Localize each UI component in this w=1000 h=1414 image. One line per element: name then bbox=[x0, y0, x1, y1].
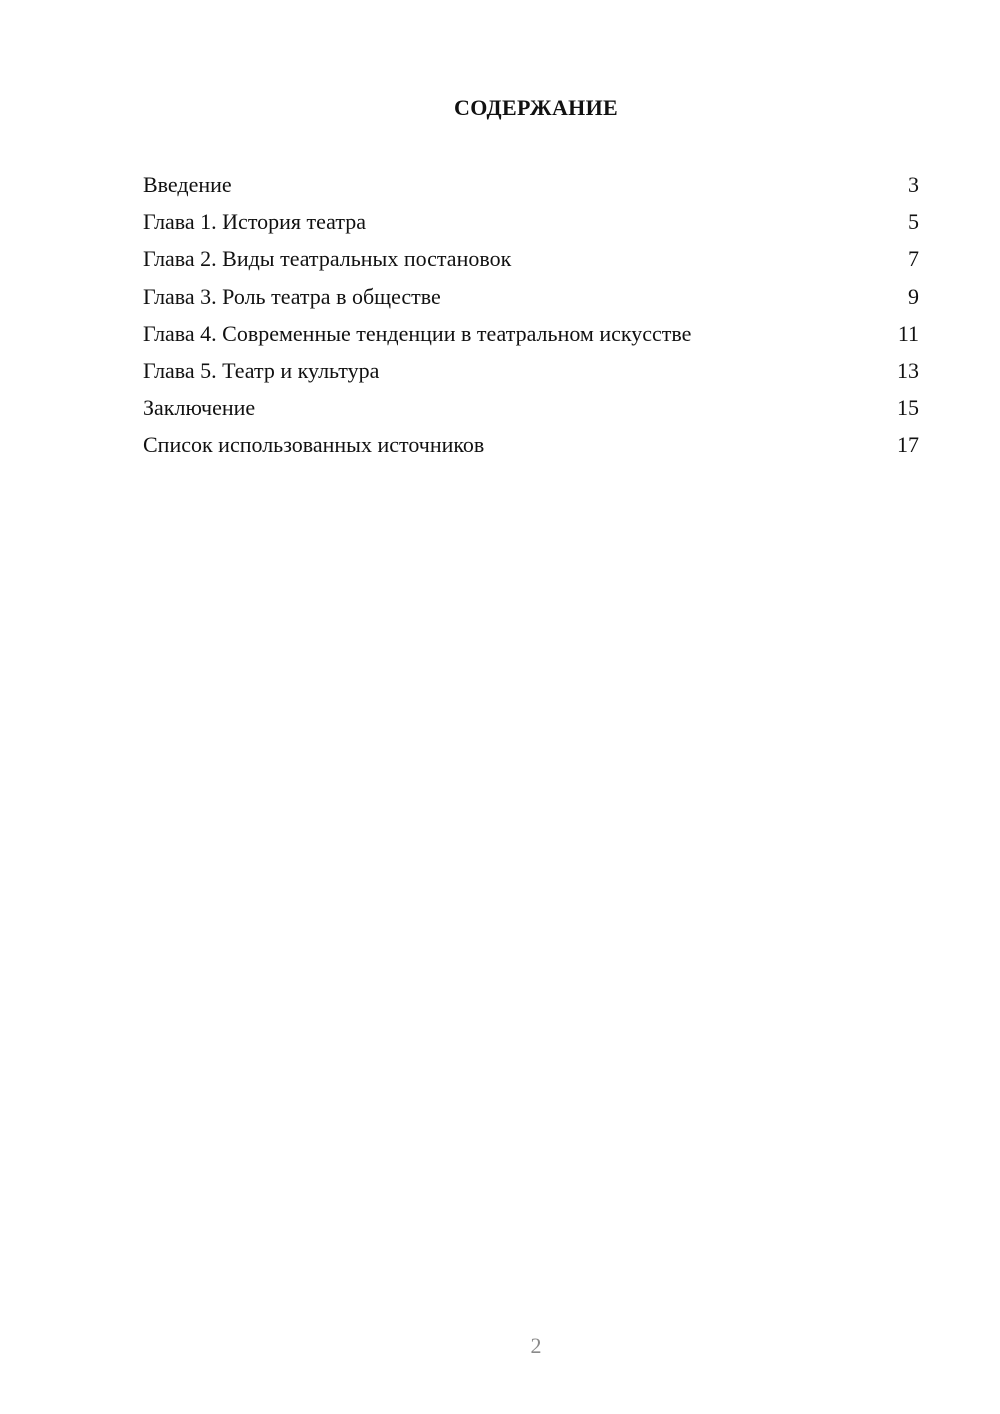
toc-entry-page: 15 bbox=[897, 395, 919, 421]
toc-entry bbox=[143, 244, 919, 281]
toc-entry-page: 3 bbox=[908, 172, 919, 197]
toc-entry-page: 13 bbox=[897, 357, 919, 383]
toc-entry-label: Глава 3. Роль театра в обществе bbox=[143, 283, 441, 309]
toc-entry-label: Глава 5. Театр и культура bbox=[143, 357, 380, 383]
toc-entry-label: Список использованных источников bbox=[143, 432, 485, 458]
toc-entry-label: Глава 4. Современные тенденции в театральном искусстве bbox=[143, 320, 692, 346]
toc-entry bbox=[143, 356, 919, 393]
toc-entry bbox=[143, 170, 919, 207]
toc-entry-page: 17 bbox=[897, 432, 919, 458]
toc-entry-page: 5 bbox=[908, 209, 919, 235]
toc-entry-page: 11 bbox=[897, 320, 919, 346]
toc-entry-page: 7 bbox=[908, 246, 919, 272]
toc-entry bbox=[143, 282, 919, 319]
toc-entry bbox=[143, 207, 919, 244]
table-of-contents bbox=[143, 170, 919, 468]
page-title: СОДЕРЖАНИЕ bbox=[454, 95, 618, 120]
page-number: 2 bbox=[530, 1333, 542, 1358]
toc-entry-label: Заключение bbox=[143, 395, 256, 421]
toc-entry-label: Глава 1. История театра bbox=[143, 209, 367, 235]
toc-entry-page: 9 bbox=[908, 283, 919, 309]
toc-entry bbox=[143, 430, 919, 467]
toc-entry-label: Введение bbox=[143, 172, 232, 197]
toc-entry-label: Глава 2. Виды театральных постановок bbox=[143, 246, 512, 272]
toc-entry bbox=[143, 393, 919, 430]
toc-entry bbox=[143, 319, 919, 356]
